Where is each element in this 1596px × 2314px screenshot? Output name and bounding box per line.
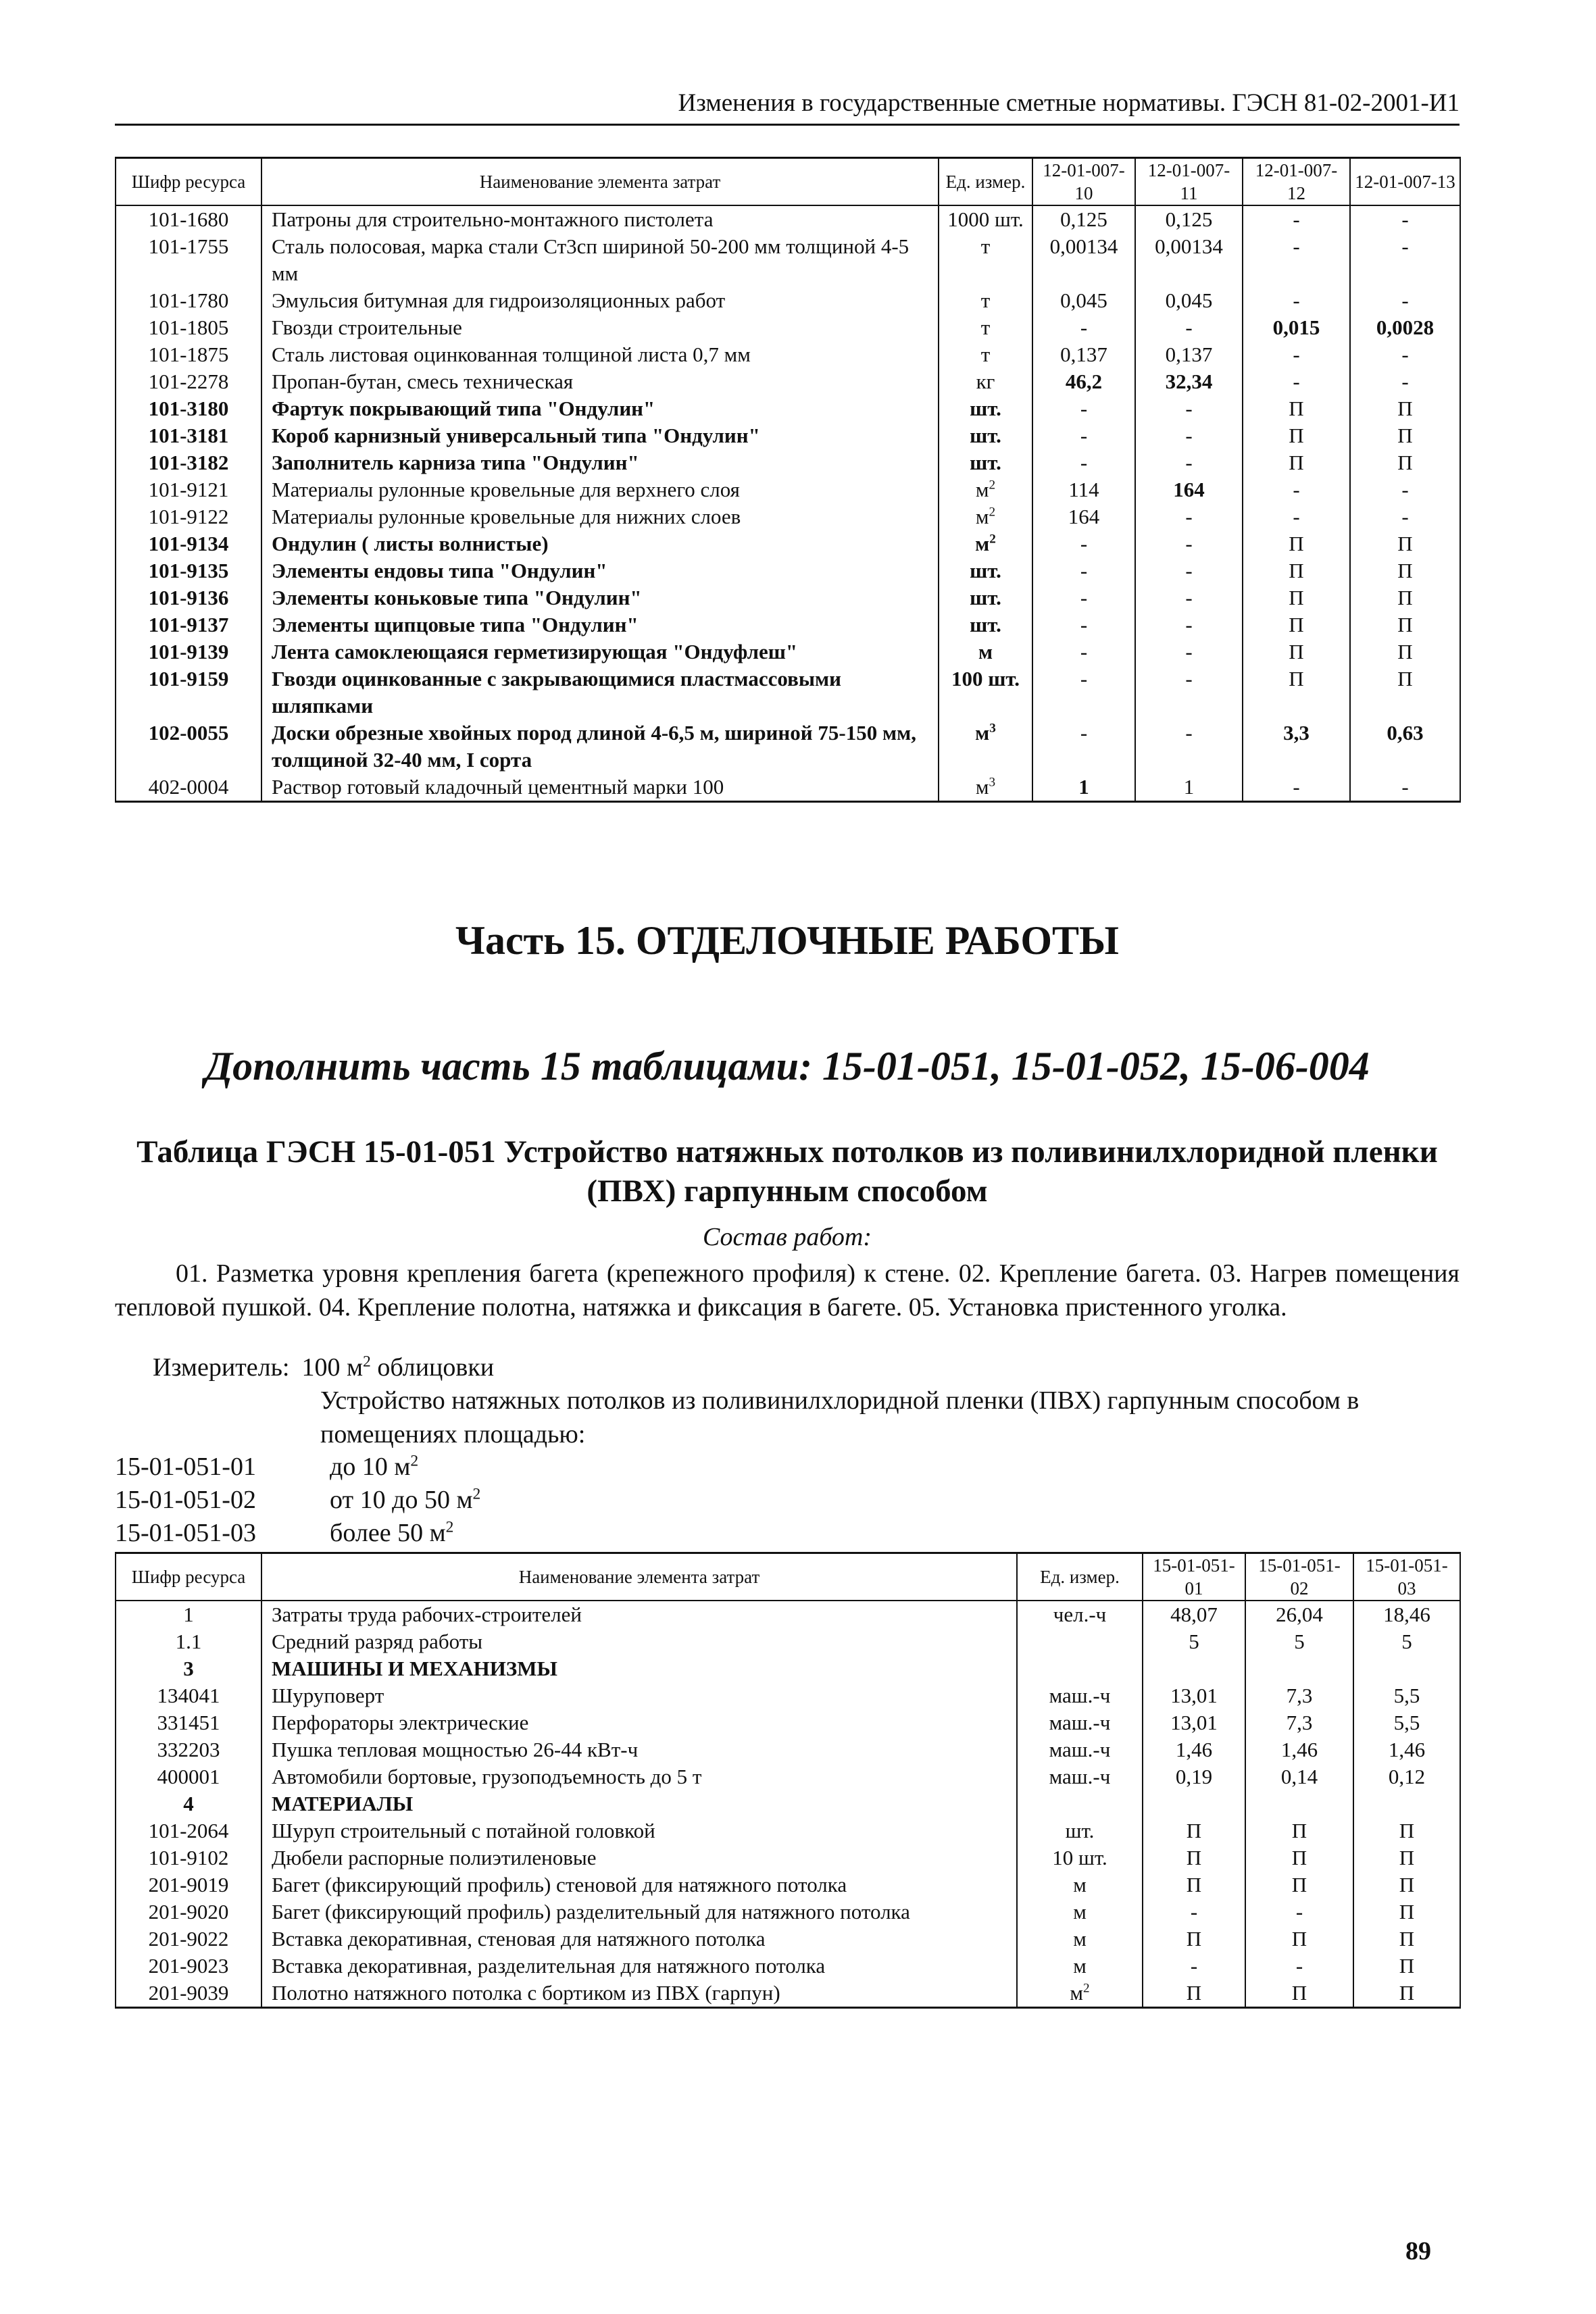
cell-unit: 1000 шт.	[939, 205, 1032, 233]
cell-v3: П	[1353, 1871, 1460, 1898]
cell-v3: П	[1353, 1980, 1460, 2008]
cell-name: Пушка тепловая мощностью 26-44 кВт-ч	[261, 1736, 1017, 1763]
table-row	[116, 557, 1460, 584]
table-row	[116, 665, 1460, 720]
table-header-row	[116, 158, 1460, 206]
table-row	[116, 1709, 1460, 1736]
cell-code: 101-1805	[116, 314, 261, 341]
cell-v2: 0,137	[1135, 341, 1243, 368]
cell-v2: -	[1135, 638, 1243, 665]
cell-code: 101-9135	[116, 557, 261, 584]
cell-v1: -	[1032, 530, 1135, 557]
cell-unit: шт.	[1017, 1817, 1143, 1844]
cell-v3: П	[1243, 449, 1350, 476]
table-row	[116, 1953, 1460, 1980]
cell-unit: 10 шт.	[1017, 1844, 1143, 1871]
cell-v3: 5,5	[1353, 1709, 1460, 1736]
cell-code: 101-9137	[116, 611, 261, 638]
cell-unit: шт.	[939, 422, 1032, 449]
cell-code: 1.1	[116, 1628, 261, 1655]
cell-v4: -	[1350, 287, 1460, 314]
cell-v1: П	[1143, 1926, 1245, 1953]
cell-v2: -	[1135, 557, 1243, 584]
cell-v4: 0,63	[1350, 720, 1460, 774]
cell-unit: шт.	[939, 584, 1032, 611]
table-row	[116, 1844, 1460, 1871]
col-header-norm: 15-01-051-01	[1143, 1553, 1245, 1601]
cell-unit: $м^3$	[939, 720, 1032, 774]
col-header-norm: 12-01-007-10	[1032, 158, 1135, 206]
table-row	[116, 1601, 1460, 1628]
norm-code-text: от 10 до 50 $м^2$	[330, 1485, 481, 1514]
cell-v1: 1,46	[1143, 1736, 1245, 1763]
table-row	[116, 1763, 1460, 1790]
cell-v3	[1353, 1790, 1460, 1817]
cell-v4: -	[1350, 233, 1460, 287]
cell-unit: шт.	[939, 557, 1032, 584]
cell-unit: шт.	[939, 611, 1032, 638]
cell-code: 102-0055	[116, 720, 261, 774]
table-header-row	[116, 1553, 1460, 1601]
cell-v1: 164	[1032, 503, 1135, 530]
table-row	[116, 503, 1460, 530]
cell-unit: $м^2$	[1017, 1980, 1143, 2008]
cell-unit: $м^2$	[939, 503, 1032, 530]
norm-code-text: более 50 $м^2$	[330, 1518, 454, 1547]
cell-v1: -	[1143, 1898, 1245, 1926]
cell-name: Элементы щипцовые типа "Ондулин"	[261, 611, 939, 638]
cell-code: 201-9019	[116, 1871, 261, 1898]
cell-unit: маш.-ч	[1017, 1763, 1143, 1790]
cell-v2: -	[1135, 584, 1243, 611]
cell-name: Автомобили бортовые, грузоподъемность до 5 т	[261, 1763, 1017, 1790]
cell-name: Элементы коньковые типа "Ондулин"	[261, 584, 939, 611]
cell-v3: -	[1243, 368, 1350, 395]
cell-v2: 26,04	[1245, 1601, 1353, 1628]
cell-v3: 5,5	[1353, 1682, 1460, 1709]
table-row	[116, 341, 1460, 368]
cell-v2: -	[1135, 720, 1243, 774]
cell-v4: П	[1350, 530, 1460, 557]
cell-v1: -	[1143, 1953, 1245, 1980]
cell-name: Пропан-бутан, смесь техническая	[261, 368, 939, 395]
table-row	[116, 1817, 1460, 1844]
col-header-unit: Ед. измер.	[1017, 1553, 1143, 1601]
table-row	[116, 287, 1460, 314]
cell-name: Доски обрезные хвойных пород длиной 4-6,5 м, шириной 75-150 мм, толщиной 32-40 мм, I сорта	[261, 720, 939, 774]
supplement-note: Дополнить часть 15 таблицами: 15-01-051, 15-01-052, 15-06-004	[205, 1044, 1370, 1088]
table-row	[116, 1926, 1460, 1953]
cell-v1: 13,01	[1143, 1709, 1245, 1736]
table-row	[116, 774, 1460, 802]
cell-unit	[1017, 1790, 1143, 1817]
cell-v3: П	[1243, 530, 1350, 557]
cell-v4: П	[1350, 449, 1460, 476]
table-row	[116, 395, 1460, 422]
meter-line	[153, 1351, 494, 1384]
cell-v4: -	[1350, 205, 1460, 233]
cell-code: 101-3180	[116, 395, 261, 422]
cell-code: 402-0004	[116, 774, 261, 802]
table-row	[116, 368, 1460, 395]
cell-name: Багет (фиксирующий профиль) разделительный для натяжного потолка	[261, 1898, 1017, 1926]
cell-name: Багет (фиксирующий профиль) стеновой для натяжного потолка	[261, 1871, 1017, 1898]
table-row	[116, 1898, 1460, 1926]
cell-v4: П	[1350, 665, 1460, 720]
cell-v3: П	[1243, 584, 1350, 611]
table-row	[116, 1682, 1460, 1709]
cell-v2: 7,3	[1245, 1709, 1353, 1736]
cell-v1: -	[1032, 422, 1135, 449]
cell-name: Лента самоклеющаяся герметизирующая "Ондуфлеш"	[261, 638, 939, 665]
resource-table-15-01-051	[115, 1552, 1461, 2009]
cell-v3: П	[1353, 1926, 1460, 1953]
cell-code: 101-9122	[116, 503, 261, 530]
table-row	[116, 205, 1460, 233]
table-row	[116, 611, 1460, 638]
cell-unit: $м^2$	[939, 476, 1032, 503]
cell-v2: П	[1245, 1980, 1353, 2008]
cell-unit: м	[939, 638, 1032, 665]
cell-v3: П	[1243, 422, 1350, 449]
cell-v2: -	[1245, 1953, 1353, 1980]
cell-v1: -	[1032, 665, 1135, 720]
cell-name: Материалы рулонные кровельные для верхнего слоя	[261, 476, 939, 503]
cell-v4: П	[1350, 638, 1460, 665]
table-row	[116, 1790, 1460, 1817]
cell-unit: маш.-ч	[1017, 1736, 1143, 1763]
cell-name: Вставка декоративная, стеновая для натяжного потолка	[261, 1926, 1017, 1953]
cell-name: Вставка декоративная, разделительная для натяжного потолка	[261, 1953, 1017, 1980]
cell-v1: 1	[1032, 774, 1135, 802]
table-title: Таблица ГЭСН 15-01-051 Устройство натяжных потолков из поливинилхлоридной пленки (ПВХ) гарпунным способом	[136, 1134, 1438, 1209]
table-row	[116, 584, 1460, 611]
col-header-name: Наименование элемента затрат	[261, 158, 939, 206]
cell-v1: 46,2	[1032, 368, 1135, 395]
cell-unit: шт.	[939, 395, 1032, 422]
cell-code: 101-9121	[116, 476, 261, 503]
cell-code: 201-9020	[116, 1898, 261, 1926]
col-header-unit: Ед. измер.	[939, 158, 1032, 206]
cell-code: 4	[116, 1790, 261, 1817]
cell-v2: -	[1135, 611, 1243, 638]
cell-v2: 164	[1135, 476, 1243, 503]
work-composition-text: 01. Разметка уровня крепления багета (крепежного профиля) к стене. 02. Крепление багета. 03. Нагрев помещения тепловой пушкой. 04. Крепление полотна, натяжка и фиксация в багете. 05. Установка пристенного уголка.	[115, 1259, 1460, 1322]
cell-v1: -	[1032, 449, 1135, 476]
table-row	[116, 476, 1460, 503]
cell-v1: 5	[1143, 1628, 1245, 1655]
col-header-code: Шифр ресурса	[116, 158, 261, 206]
cell-v1: -	[1032, 638, 1135, 665]
cell-v3: 0,015	[1243, 314, 1350, 341]
cell-code: 1	[116, 1601, 261, 1628]
cell-code: 201-9039	[116, 1980, 261, 2008]
cell-name: Гвозди оцинкованные с закрывающимися пластмассовыми шляпками	[261, 665, 939, 720]
cell-v4: -	[1350, 774, 1460, 802]
cell-code: 331451	[116, 1709, 261, 1736]
cell-v1: 48,07	[1143, 1601, 1245, 1628]
cell-v1: П	[1143, 1871, 1245, 1898]
cell-v1	[1143, 1790, 1245, 1817]
cell-v2: 0,045	[1135, 287, 1243, 314]
table-row	[116, 1655, 1460, 1682]
cell-unit: м	[1017, 1871, 1143, 1898]
cell-unit	[1017, 1628, 1143, 1655]
cell-v2: -	[1135, 314, 1243, 341]
norm-code-text: до 10 $м^2$	[330, 1452, 419, 1481]
col-header-norm: 12-01-007-12	[1243, 158, 1350, 206]
table-row	[116, 233, 1460, 287]
cell-code: 101-9136	[116, 584, 261, 611]
cell-name: МАТЕРИАЛЫ	[261, 1790, 1017, 1817]
cell-v3: П	[1243, 638, 1350, 665]
cell-v4: -	[1350, 368, 1460, 395]
cell-v1: -	[1032, 584, 1135, 611]
cell-name: Шуруповерт	[261, 1682, 1017, 1709]
cell-name: Средний разряд работы	[261, 1628, 1017, 1655]
cell-v3: -	[1243, 233, 1350, 287]
cell-unit: чел.-ч	[1017, 1601, 1143, 1628]
cell-name: Шуруп строительный с потайной головкой	[261, 1817, 1017, 1844]
cell-v4: П	[1350, 611, 1460, 638]
cell-v2: П	[1245, 1926, 1353, 1953]
cell-v2: -	[1135, 665, 1243, 720]
cell-v4: П	[1350, 557, 1460, 584]
table-row	[116, 449, 1460, 476]
norm-code: 15-01-051-03	[115, 1519, 256, 1547]
cell-v2: 0,14	[1245, 1763, 1353, 1790]
cell-v3: -	[1243, 503, 1350, 530]
col-header-norm: 15-01-051-02	[1245, 1553, 1353, 1601]
cell-v3	[1353, 1655, 1460, 1682]
cell-name: Фартук покрывающий типа "Ондулин"	[261, 395, 939, 422]
cell-unit: т	[939, 341, 1032, 368]
cell-v1: 0,137	[1032, 341, 1135, 368]
cell-v1: П	[1143, 1980, 1245, 2008]
cell-unit: т	[939, 314, 1032, 341]
cell-unit	[1017, 1655, 1143, 1682]
cell-name: Перфораторы электрические	[261, 1709, 1017, 1736]
cell-code: 201-9022	[116, 1926, 261, 1953]
cell-name: Гвозди строительные	[261, 314, 939, 341]
norm-code-row	[115, 1450, 418, 1484]
norm-code-row	[115, 1516, 453, 1550]
cell-unit: м	[1017, 1898, 1143, 1926]
cell-v2: 32,34	[1135, 368, 1243, 395]
cell-code: 3	[116, 1655, 261, 1682]
cell-v2: 1,46	[1245, 1736, 1353, 1763]
cell-unit: маш.-ч	[1017, 1682, 1143, 1709]
cell-name: Короб карнизный универсальный типа "Ондулин"	[261, 422, 939, 449]
cell-v2: 0,00134	[1135, 233, 1243, 287]
cell-v1: -	[1032, 395, 1135, 422]
table-row	[116, 1871, 1460, 1898]
cell-unit: т	[939, 287, 1032, 314]
norm-description: Устройство натяжных потолков из поливинилхлоридной пленки (ПВХ) гарпунным способом в помещениях площадью:	[320, 1386, 1360, 1449]
cell-v1: -	[1032, 720, 1135, 774]
cell-v4: 0,0028	[1350, 314, 1460, 341]
cell-code: 101-1680	[116, 205, 261, 233]
cell-unit: т	[939, 233, 1032, 287]
cell-name: Ондулин ( листы волнистые)	[261, 530, 939, 557]
cell-v3: -	[1243, 287, 1350, 314]
cell-v1: П	[1143, 1844, 1245, 1871]
norm-code: 15-01-051-01	[115, 1453, 256, 1481]
cell-code: 101-9159	[116, 665, 261, 720]
cell-v4: П	[1350, 422, 1460, 449]
cell-v3: -	[1243, 774, 1350, 802]
cell-v1: 0,125	[1032, 205, 1135, 233]
cell-v2: 0,125	[1135, 205, 1243, 233]
page-number: 89	[1405, 2237, 1431, 2265]
col-header-name: Наименование элемента затрат	[261, 1553, 1017, 1601]
table-row	[116, 530, 1460, 557]
cell-unit: кг	[939, 368, 1032, 395]
part-title: Часть 15. ОТДЕЛОЧНЫЕ РАБОТЫ	[455, 918, 1119, 963]
cell-name: Материалы рулонные кровельные для нижних слоев	[261, 503, 939, 530]
meter-value: 100 $м^2$ облицовки	[301, 1353, 495, 1382]
cell-v2: -	[1135, 422, 1243, 449]
cell-v1: 0,00134	[1032, 233, 1135, 287]
table-row	[116, 720, 1460, 774]
cell-v4: -	[1350, 476, 1460, 503]
cell-unit: $м^2$	[939, 530, 1032, 557]
cell-unit: маш.-ч	[1017, 1709, 1143, 1736]
cell-v1: П	[1143, 1817, 1245, 1844]
cell-v4: -	[1350, 503, 1460, 530]
cell-code: 101-9134	[116, 530, 261, 557]
table-row	[116, 1736, 1460, 1763]
cell-code: 101-2064	[116, 1817, 261, 1844]
cell-v2: 5	[1245, 1628, 1353, 1655]
cell-v1: 114	[1032, 476, 1135, 503]
cell-v3: П	[1353, 1953, 1460, 1980]
cell-unit: шт.	[939, 449, 1032, 476]
cell-v3: П	[1353, 1817, 1460, 1844]
cell-v2: П	[1245, 1817, 1353, 1844]
col-header-norm: 12-01-007-11	[1135, 158, 1243, 206]
cell-v4: П	[1350, 395, 1460, 422]
cell-v2: -	[1135, 530, 1243, 557]
cell-unit: $м^3$	[939, 774, 1032, 802]
cell-v2	[1245, 1655, 1353, 1682]
cell-v3: П	[1353, 1844, 1460, 1871]
cell-code: 101-1875	[116, 341, 261, 368]
table-row	[116, 1980, 1460, 2008]
cell-v1: 0,045	[1032, 287, 1135, 314]
cell-v3: П	[1243, 665, 1350, 720]
cell-v2: -	[1245, 1898, 1353, 1926]
cell-v4: П	[1350, 584, 1460, 611]
cell-v2	[1245, 1790, 1353, 1817]
header-rule	[115, 124, 1460, 126]
cell-v3: 3,3	[1243, 720, 1350, 774]
cell-code: 101-9139	[116, 638, 261, 665]
cell-v3: -	[1243, 476, 1350, 503]
cell-v3: 18,46	[1353, 1601, 1460, 1628]
cell-code: 101-3182	[116, 449, 261, 476]
table-row	[116, 1628, 1460, 1655]
cell-v1	[1143, 1655, 1245, 1682]
cell-v2: -	[1135, 395, 1243, 422]
cell-code: 101-9102	[116, 1844, 261, 1871]
cell-code: 332203	[116, 1736, 261, 1763]
table-row	[116, 314, 1460, 341]
cell-v2: -	[1135, 449, 1243, 476]
cell-name: Полотно натяжного потолка с бортиком из ПВХ (гарпун)	[261, 1980, 1017, 2008]
cell-v1: -	[1032, 611, 1135, 638]
cell-v4: -	[1350, 341, 1460, 368]
cell-name: Заполнитель карниза типа "Ондулин"	[261, 449, 939, 476]
cell-v2: П	[1245, 1844, 1353, 1871]
table-row	[116, 638, 1460, 665]
col-header-norm: 12-01-007-13	[1350, 158, 1460, 206]
resource-table-12-01-007	[115, 157, 1461, 803]
running-header: Изменения в государственные сметные нормативы. ГЭСН 81-02-2001-И1	[678, 89, 1460, 117]
meter-label: Измеритель:	[153, 1353, 290, 1382]
cell-code: 101-3181	[116, 422, 261, 449]
cell-name: Патроны для строительно-монтажного пистолета	[261, 205, 939, 233]
cell-name: МАШИНЫ И МЕХАНИЗМЫ	[261, 1655, 1017, 1682]
cell-v2: П	[1245, 1871, 1353, 1898]
cell-v1: 13,01	[1143, 1682, 1245, 1709]
cell-v3: П	[1243, 395, 1350, 422]
col-header-norm: 15-01-051-03	[1353, 1553, 1460, 1601]
norm-code-row	[115, 1483, 480, 1517]
norm-code: 15-01-051-02	[115, 1486, 256, 1514]
cell-unit: 100 шт.	[939, 665, 1032, 720]
cell-v3: -	[1243, 341, 1350, 368]
cell-code: 201-9023	[116, 1953, 261, 1980]
cell-name: Сталь листовая оцинкованная толщиной листа 0,7 мм	[261, 341, 939, 368]
cell-unit: м	[1017, 1953, 1143, 1980]
cell-name: Сталь полосовая, марка стали Ст3сп шириной 50-200 мм толщиной 4-5 мм	[261, 233, 939, 287]
cell-name: Затраты труда рабочих-строителей	[261, 1601, 1017, 1628]
cell-v1: -	[1032, 557, 1135, 584]
cell-unit: м	[1017, 1926, 1143, 1953]
cell-name: Эмульсия битумная для гидроизоляционных работ	[261, 287, 939, 314]
cell-v3: П	[1243, 611, 1350, 638]
cell-v2: 1	[1135, 774, 1243, 802]
cell-v3: П	[1353, 1898, 1460, 1926]
cell-code: 400001	[116, 1763, 261, 1790]
col-header-code: Шифр ресурса	[116, 1553, 261, 1601]
cell-code: 101-2278	[116, 368, 261, 395]
cell-v2: 7,3	[1245, 1682, 1353, 1709]
cell-code: 101-1755	[116, 233, 261, 287]
cell-name: Дюбели распорные полиэтиленовые	[261, 1844, 1017, 1871]
cell-v3: П	[1243, 557, 1350, 584]
cell-v3: -	[1243, 205, 1350, 233]
cell-v3: 1,46	[1353, 1736, 1460, 1763]
cell-v3: 5	[1353, 1628, 1460, 1655]
work-composition-heading: Состав работ:	[702, 1223, 872, 1251]
cell-name: Элементы ендовы типа "Ондулин"	[261, 557, 939, 584]
cell-v2: -	[1135, 503, 1243, 530]
cell-code: 134041	[116, 1682, 261, 1709]
table-row	[116, 422, 1460, 449]
cell-v1: 0,19	[1143, 1763, 1245, 1790]
cell-v1: -	[1032, 314, 1135, 341]
cell-v3: 0,12	[1353, 1763, 1460, 1790]
cell-code: 101-1780	[116, 287, 261, 314]
cell-name: Раствор готовый кладочный цементный марки 100	[261, 774, 939, 802]
